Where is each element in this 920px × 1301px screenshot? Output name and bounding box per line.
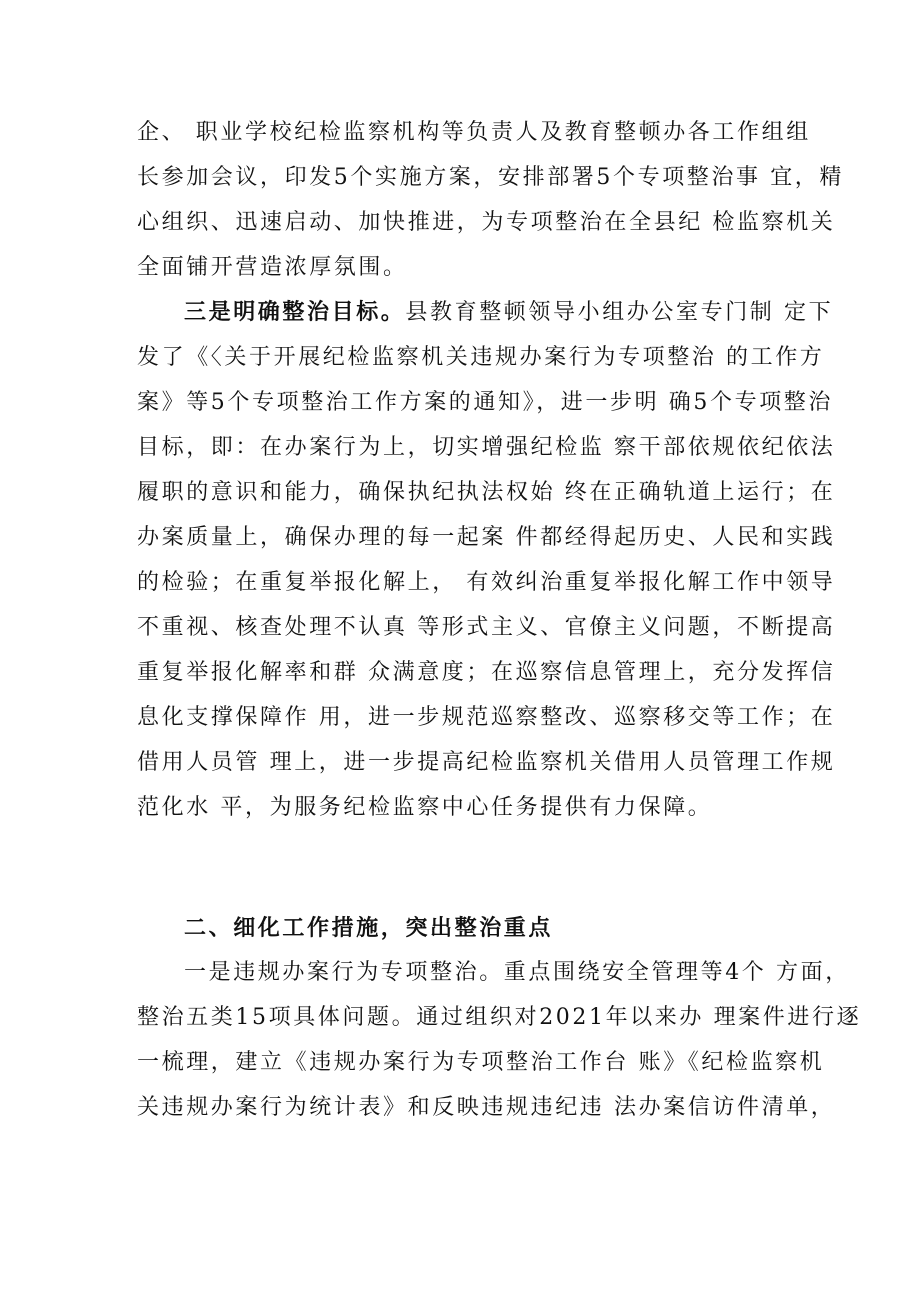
text-line: [137, 290, 834, 335]
text-line: 重复举报化解率和群 众满意度；在巡察信息管理上，充分发挥信: [137, 660, 836, 685]
paragraph-lead-rest: 县教育整顿领导小组办公室专门制 定下: [405, 300, 834, 325]
text-line: 的检验；在重复举报化解上， 有效纠治重复举报化解工作中领导: [137, 570, 836, 595]
text-line: 一是违规办案行为专项整治。重点围绕安全管理等4个 方面，: [184, 960, 850, 985]
text-line: 长参加会议，印发5个实施方案，安排部署5个专项整治事 宜，精: [137, 165, 844, 190]
paragraph-violation-rectification: [137, 950, 862, 1130]
section-heading-text: 二、细化工作措施，突出整治重点: [184, 915, 554, 941]
text-line: 履职的意识和能力，确保执纪执法权始 终在正确轨道上运行；在: [137, 480, 836, 505]
text-line: 一梳理，建立《违规办案行为专项整治工作台 账》《纪检监察机: [137, 1050, 825, 1075]
text-line: 不重视、核查处理不认真 等形式主义、官僚主义问题，不断提高: [137, 615, 836, 640]
text-line: 整治五类15项具体问题。通过组织对2021年以来办 理案件进行逐: [137, 1005, 862, 1030]
paragraph-lead-bold: 三是明确整治目标。: [184, 299, 406, 325]
text-line: 关违规办案行为统计表》和反映违规违纪违 法办案信访件清单，: [137, 1095, 836, 1120]
text-line: 办案质量上，确保办理的每一起案 件都经得起历史、人民和实践: [137, 525, 836, 550]
text-line: 全面铺开营造浓厚氛围。: [137, 255, 408, 280]
text-line: 心组织、迅速启动、加快推进，为专项整治在全县纪 检监察机关: [137, 210, 836, 235]
text-line: 息化支撑保障作 用，进一步规范巡察整改、巡察移交等工作；在: [137, 705, 836, 730]
text-line: 范化水 平，为服务纪检监察中心任务提供有力保障。: [137, 795, 713, 820]
text-line: 发了《〈关于开展纪检监察机关违规办案行为专项整治 的工作方: [137, 345, 825, 370]
paragraph-clear-targets: [137, 290, 836, 830]
text-line: 目标，即：在办案行为上，切实增强纪检监 察干部依规依纪依法: [137, 435, 836, 460]
text-line: 企、 职业学校纪检监察机构等负责人及教育整顿办各工作组组: [137, 120, 811, 145]
text-line: 案》等5个专项整治工作方案的通知》，进一步明 确5个专项整治: [137, 390, 833, 415]
section-heading: [137, 906, 797, 951]
paragraph-meeting-arrangements: [137, 110, 844, 290]
text-line: 借用人员管 理上，进一步提高纪检监察机关借用人员管理工作规: [137, 750, 836, 775]
